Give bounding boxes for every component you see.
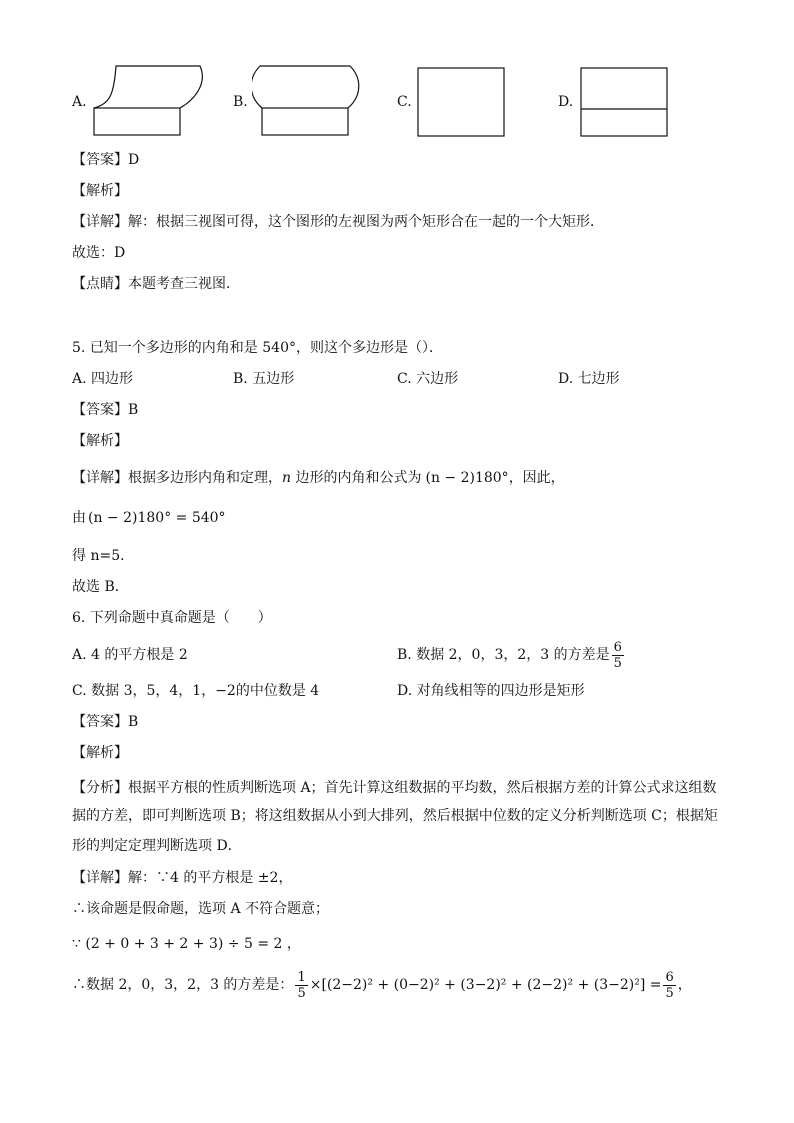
q5-detail-mid: 边形的内角和公式为 [291, 470, 422, 486]
option-a-label: A. [72, 94, 87, 110]
q4-analysis-heading: 【解析】 [72, 183, 128, 199]
q6-option-b-text: B. 数据 2，0，3，2，3 的方差是 [397, 647, 610, 663]
q6-detail-4-pre: ∴数据 2，0，3，2，3 的方差是： [72, 977, 294, 993]
q6-option-a: A. 4 的平方根是 2 [72, 647, 188, 663]
q5-option-b: B. 五边形 [233, 371, 295, 387]
q5-by [72, 508, 226, 528]
q5-detail-post: ，因此， [508, 470, 565, 486]
q5-choose: 故选 B． [72, 579, 129, 595]
fraction-denominator: 5 [665, 985, 674, 1001]
q6-detail-4 [72, 966, 692, 1004]
q4-comment: 【点睛】本题考查三视图． [72, 276, 240, 292]
q5-detail [72, 468, 565, 488]
q6-question: 6. 下列命题中真命题是（ ） [72, 610, 272, 626]
q5-detail-n: n [282, 470, 292, 486]
q6-fenxi-line-2: 据的方差，即可判断选项 B；将这组数据从小到大排列，然后根据中位数的定义分析判断选项 C；根据矩 [72, 808, 718, 824]
q4-choose: 故选：D [72, 245, 126, 261]
q6-detail-4-fraction-1 [295, 970, 307, 1001]
q5-option-d: D. 七边形 [558, 371, 620, 387]
fraction-denominator: 5 [613, 655, 622, 671]
q5-answer: 【答案】B [72, 402, 139, 418]
q5-option-a: A. 四边形 [72, 371, 134, 387]
option-c-label: C. [397, 94, 412, 110]
q5-by-pre: 由 [72, 510, 86, 526]
fraction-numerator: 6 [665, 969, 674, 985]
option-b-figure [252, 64, 362, 138]
q5-analysis-heading: 【解析】 [72, 433, 128, 449]
q6-detail-4-end: ， [677, 977, 692, 993]
q5-option-c: C. 六边形 [397, 371, 459, 387]
q6-option-b [397, 636, 626, 674]
q6-analysis-heading: 【解析】 [72, 745, 128, 761]
q5-detail-formula: (n − 2)180° [425, 470, 509, 486]
q6-answer: 【答案】B [72, 714, 139, 730]
q6-detail-2: ∴该命题是假命题，选项 A 不符合题意； [72, 901, 330, 917]
option-c-figure [416, 66, 506, 138]
q6-option-c: C. 数据 3，5，4，1，−2的中位数是 4 [72, 683, 320, 699]
q6-fenxi-line-3: 形的判定定理判断选项 D． [72, 838, 242, 854]
option-a-figure [90, 64, 206, 138]
q5-question: 5. 已知一个多边形的内角和是 540°，则这个多边形是（）． [72, 340, 443, 356]
q6-detail-4-fraction-2 [663, 970, 675, 1001]
fraction-denominator: 5 [297, 985, 306, 1001]
q6-detail-1: 【详解】解：∵4 的平方根是 ±2， [72, 870, 293, 886]
q5-detail-pre: 【详解】根据多边形内角和定理， [72, 470, 282, 486]
fraction-numerator: 6 [613, 639, 622, 655]
q5-by-formula: (n − 2)180° = 540° [88, 510, 226, 526]
q6-fenxi-line-1: 【分析】根据平方根的性质判断选项 A；首先计算这组数据的平均数，然后根据方差的计算公式求这组数 [72, 780, 717, 796]
q6-detail-3: ∵ (2 + 0 + 3 + 2 + 3) ÷ 5 = 2 ， [72, 936, 301, 952]
q6-detail-4-body: ×[(2−2)² + (0−2)² + (3−2)² + (2−2)² + (3−2)²] = [309, 977, 662, 993]
q6-option-d: D. 对角线相等的四边形是矩形 [397, 683, 585, 699]
q4-answer: 【答案】D [72, 152, 140, 168]
option-d-figure [579, 66, 669, 138]
option-d-label: D. [558, 94, 574, 110]
option-b-label: B. [233, 94, 248, 110]
q5-get: 得 n=5． [72, 548, 135, 564]
fraction-numerator: 1 [297, 969, 306, 985]
q4-detail: 【详解】解：根据三视图可得，这个图形的左视图为两个矩形合在一起的一个大矩形． [72, 214, 604, 230]
q6-option-b-fraction [612, 640, 624, 671]
